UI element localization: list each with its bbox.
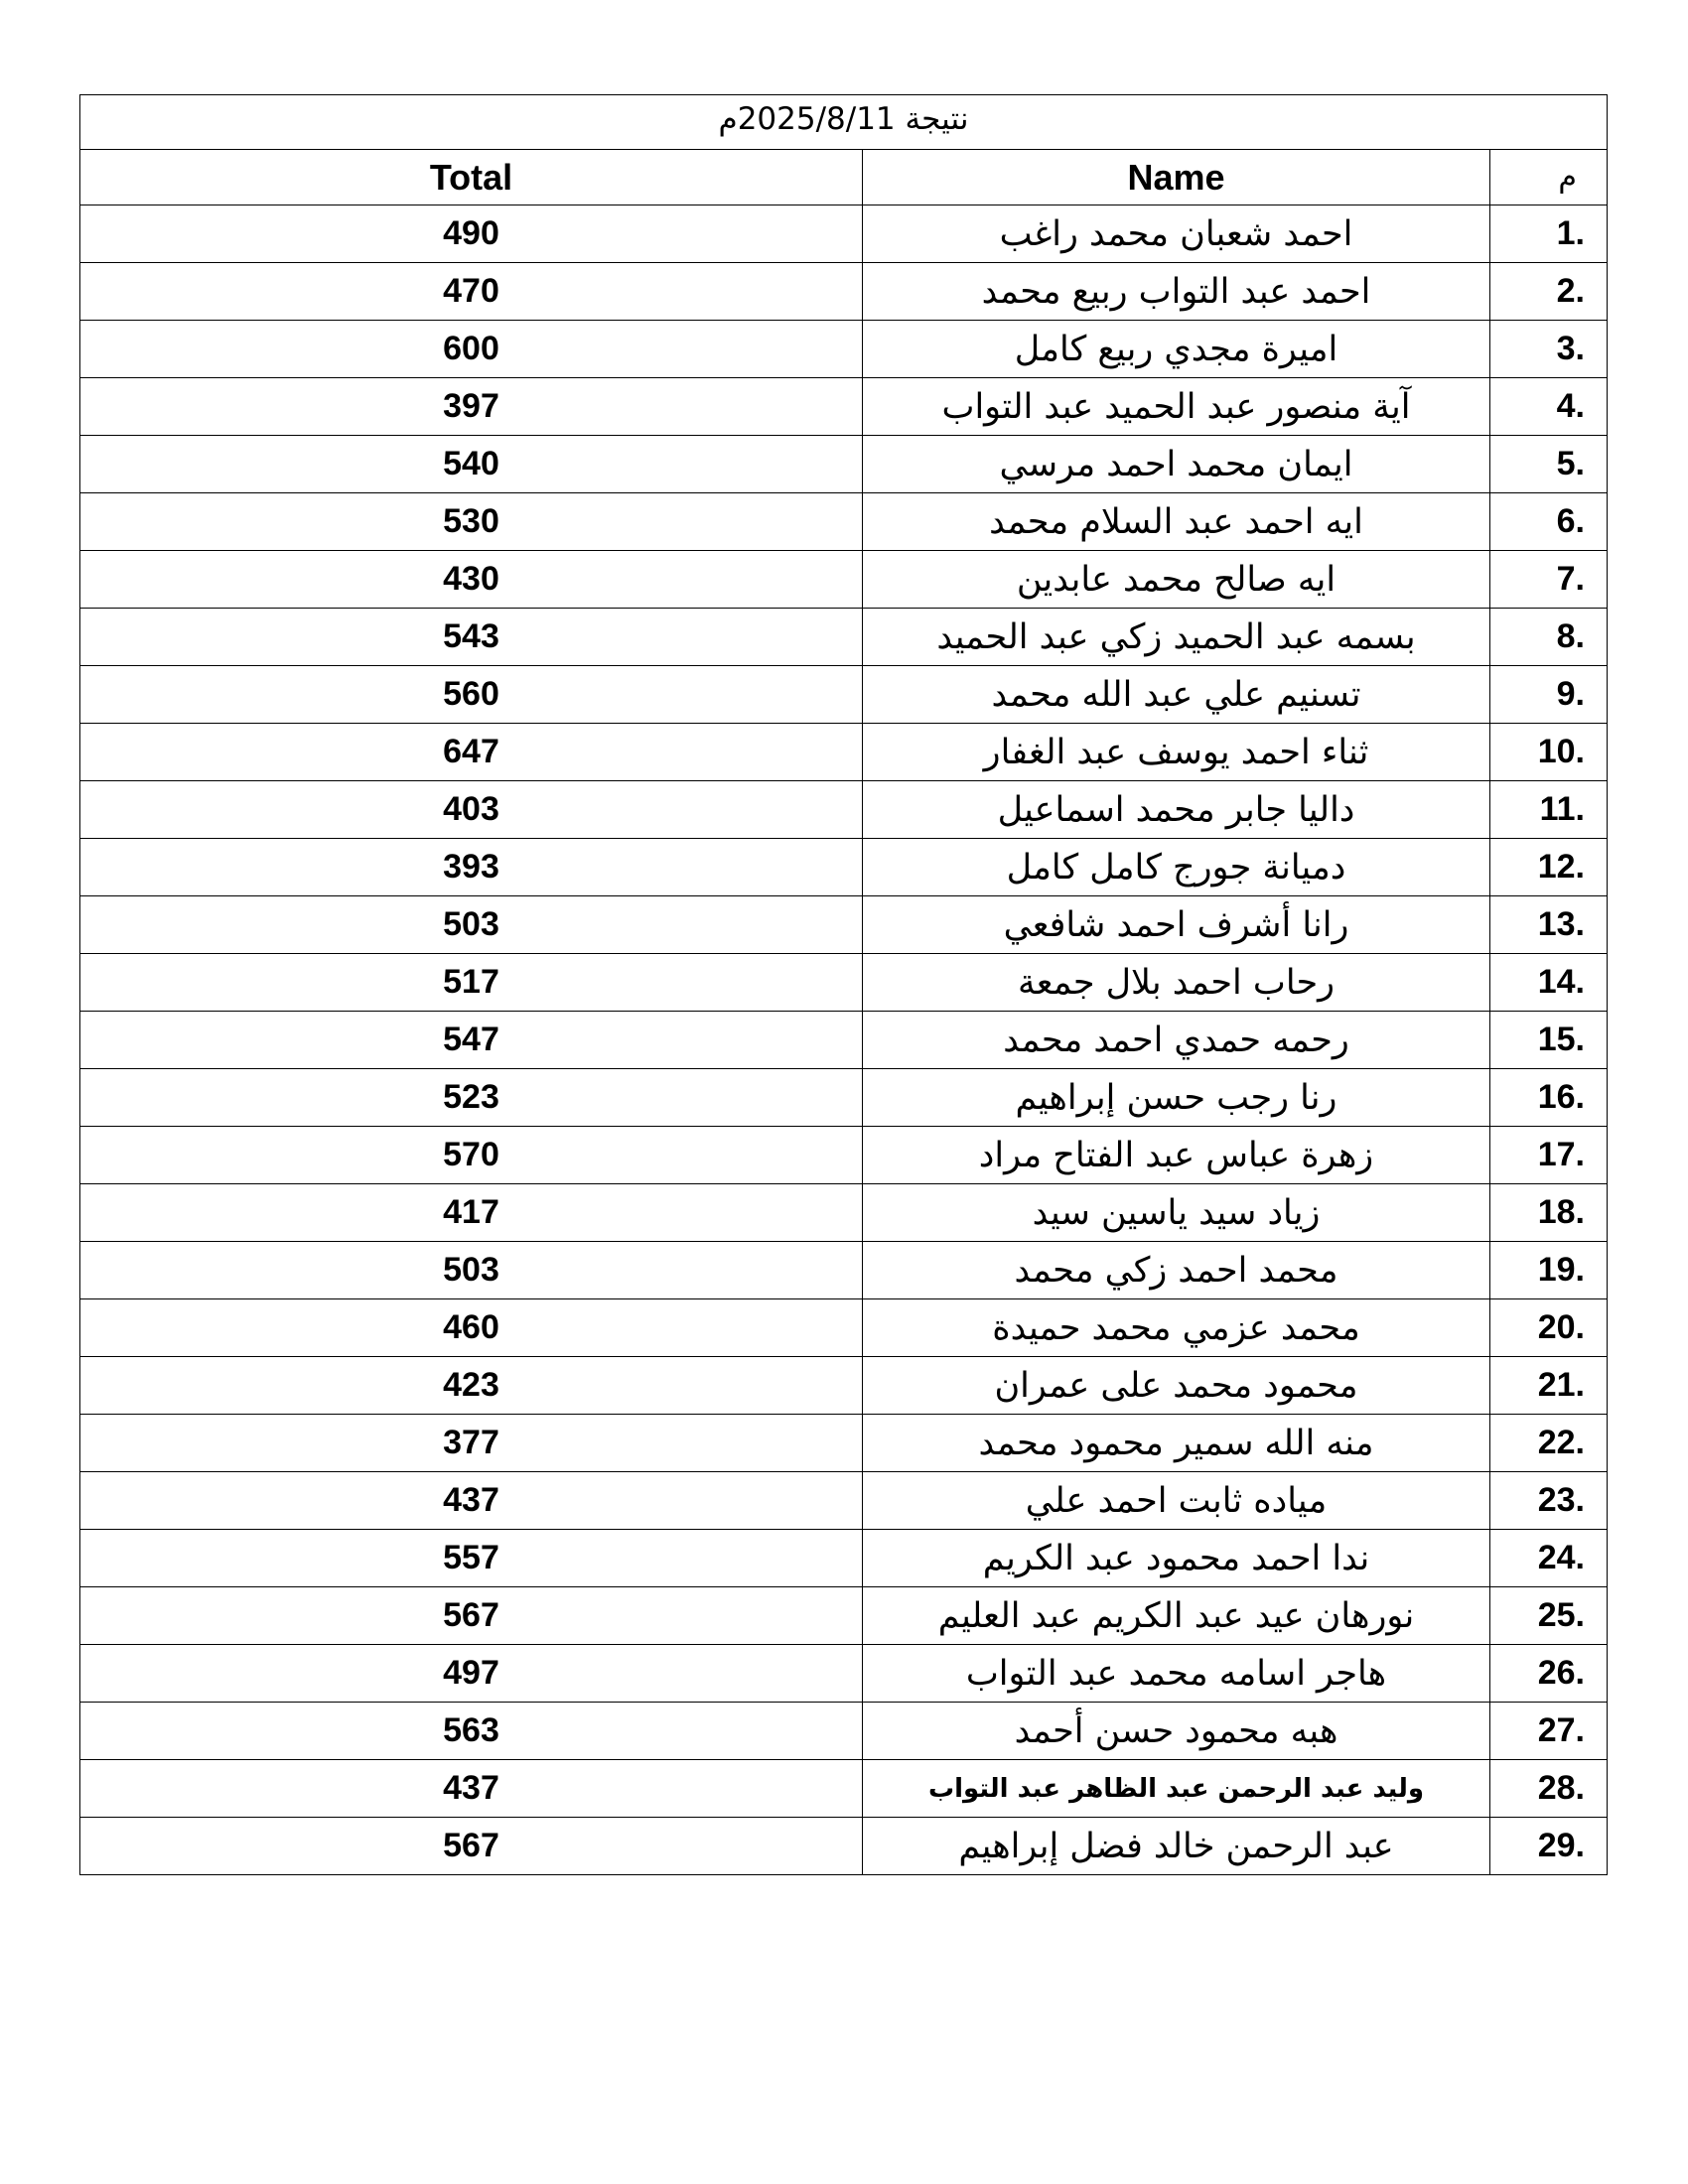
name-cell: بسمه عبد الحميد زكي عبد الحميد [863,609,1490,666]
title-cell [80,95,1608,150]
total-cell: 540 [80,436,863,493]
table-row [80,1184,1608,1242]
row-number-cell: 6. [1490,493,1608,551]
row-number-cell: 2. [1490,263,1608,321]
table-row [80,1299,1608,1357]
total-cell: 377 [80,1415,863,1472]
table-row [80,1645,1608,1703]
name-cell: داليا جابر محمد اسماعيل [863,781,1490,839]
row-number-cell: 16. [1490,1069,1608,1127]
row-number-cell: 26. [1490,1645,1608,1703]
name-cell: آية منصور عبد الحميد عبد التواب [863,378,1490,436]
row-number-cell: 3. [1490,321,1608,378]
total-cell: 437 [80,1472,863,1530]
name-cell: وليد عبد الرحمن عبد الظاهر عبد التواب [863,1760,1490,1818]
name-cell: نورهان عيد عبد الكريم عبد العليم [863,1587,1490,1645]
row-number-cell: 8. [1490,609,1608,666]
row-number-cell: 19. [1490,1242,1608,1299]
row-number-cell: 20. [1490,1299,1608,1357]
row-number-cell: 18. [1490,1184,1608,1242]
total-cell: 567 [80,1587,863,1645]
table-row [80,1472,1608,1530]
name-cell: زياد سيد ياسين سيد [863,1184,1490,1242]
table-row [80,321,1608,378]
total-cell: 403 [80,781,863,839]
total-cell: 437 [80,1760,863,1818]
row-number-cell: 12. [1490,839,1608,896]
name-cell: منه الله سمير محمود محمد [863,1415,1490,1472]
row-number-cell: 1. [1490,205,1608,263]
header-name: Name [863,150,1490,205]
total-cell: 517 [80,954,863,1012]
total-cell: 470 [80,263,863,321]
total-cell: 547 [80,1012,863,1069]
table-row [80,551,1608,609]
table-row [80,1818,1608,1875]
name-cell: ايه صالح محمد عابدين [863,551,1490,609]
header-total: Total [80,150,863,205]
total-cell: 430 [80,551,863,609]
row-number-cell: 7. [1490,551,1608,609]
name-cell: ايه احمد عبد السلام محمد [863,493,1490,551]
table-row [80,1760,1608,1818]
results-body [80,205,1608,1875]
total-cell: 423 [80,1357,863,1415]
title-row [80,95,1608,150]
total-cell: 503 [80,1242,863,1299]
name-cell: هاجر اسامه محمد عبد التواب [863,1645,1490,1703]
table-row [80,896,1608,954]
header-number: م [1490,150,1608,205]
row-number-cell: 5. [1490,436,1608,493]
name-cell: محمود محمد على عمران [863,1357,1490,1415]
name-cell: احمد شعبان محمد راغب [863,205,1490,263]
table-row [80,1069,1608,1127]
table-row [80,378,1608,436]
table-row [80,1242,1608,1299]
table-row [80,1012,1608,1069]
row-number-cell: 17. [1490,1127,1608,1184]
name-cell: تسنيم علي عبد الله محمد [863,666,1490,724]
table-row [80,1703,1608,1760]
table-row [80,205,1608,263]
name-cell: رحاب احمد بلال جمعة [863,954,1490,1012]
row-number-cell: 25. [1490,1587,1608,1645]
row-number-cell: 15. [1490,1012,1608,1069]
name-cell: ندا احمد محمود عبد الكريم [863,1530,1490,1587]
row-number-cell: 24. [1490,1530,1608,1587]
total-cell: 600 [80,321,863,378]
table-row [80,263,1608,321]
row-number-cell: 23. [1490,1472,1608,1530]
total-cell: 647 [80,724,863,781]
table-row [80,1127,1608,1184]
results-table [79,94,1608,1875]
header-row [80,150,1608,205]
row-number-cell: 28. [1490,1760,1608,1818]
name-cell: عبد الرحمن خالد فضل إبراهيم [863,1818,1490,1875]
total-cell: 460 [80,1299,863,1357]
name-cell: مياده ثابت احمد علي [863,1472,1490,1530]
total-cell: 523 [80,1069,863,1127]
total-cell: 497 [80,1645,863,1703]
total-cell: 570 [80,1127,863,1184]
name-cell: رنا رجب حسن إبراهيم [863,1069,1490,1127]
name-cell: محمد عزمي محمد حميدة [863,1299,1490,1357]
row-number-cell: 11. [1490,781,1608,839]
name-cell: زهرة عباس عبد الفتاح مراد [863,1127,1490,1184]
total-cell: 560 [80,666,863,724]
table-row [80,493,1608,551]
row-number-cell: 29. [1490,1818,1608,1875]
table-row [80,954,1608,1012]
name-cell: دميانة جورج كامل كامل [863,839,1490,896]
total-cell: 543 [80,609,863,666]
name-cell: رانا أشرف احمد شافعي [863,896,1490,954]
table-row [80,781,1608,839]
table-row [80,609,1608,666]
row-number-cell: 13. [1490,896,1608,954]
row-number-cell: 9. [1490,666,1608,724]
table-row [80,666,1608,724]
total-cell: 567 [80,1818,863,1875]
row-number-cell: 10. [1490,724,1608,781]
total-cell: 563 [80,1703,863,1760]
table-row [80,1415,1608,1472]
name-cell: رحمه حمدي احمد محمد [863,1012,1490,1069]
table-row [80,436,1608,493]
table-row [80,1357,1608,1415]
total-cell: 503 [80,896,863,954]
results-title: نتيجة 2025/8/11م [718,101,969,137]
total-cell: 417 [80,1184,863,1242]
name-cell: محمد احمد زكي محمد [863,1242,1490,1299]
total-cell: 530 [80,493,863,551]
total-cell: 393 [80,839,863,896]
table-row [80,1530,1608,1587]
table-row [80,1587,1608,1645]
row-number-cell: 4. [1490,378,1608,436]
total-cell: 397 [80,378,863,436]
row-number-cell: 27. [1490,1703,1608,1760]
name-cell: هبه محمود حسن أحمد [863,1703,1490,1760]
name-cell: ايمان محمد احمد مرسي [863,436,1490,493]
name-cell: احمد عبد التواب ربيع محمد [863,263,1490,321]
row-number-cell: 21. [1490,1357,1608,1415]
table-row [80,839,1608,896]
row-number-cell: 22. [1490,1415,1608,1472]
total-cell: 557 [80,1530,863,1587]
row-number-cell: 14. [1490,954,1608,1012]
name-cell: ثناء احمد يوسف عبد الغفار [863,724,1490,781]
table-row [80,724,1608,781]
total-cell: 490 [80,205,863,263]
results-sheet [79,94,1607,1875]
name-cell: اميرة مجدي ربيع كامل [863,321,1490,378]
